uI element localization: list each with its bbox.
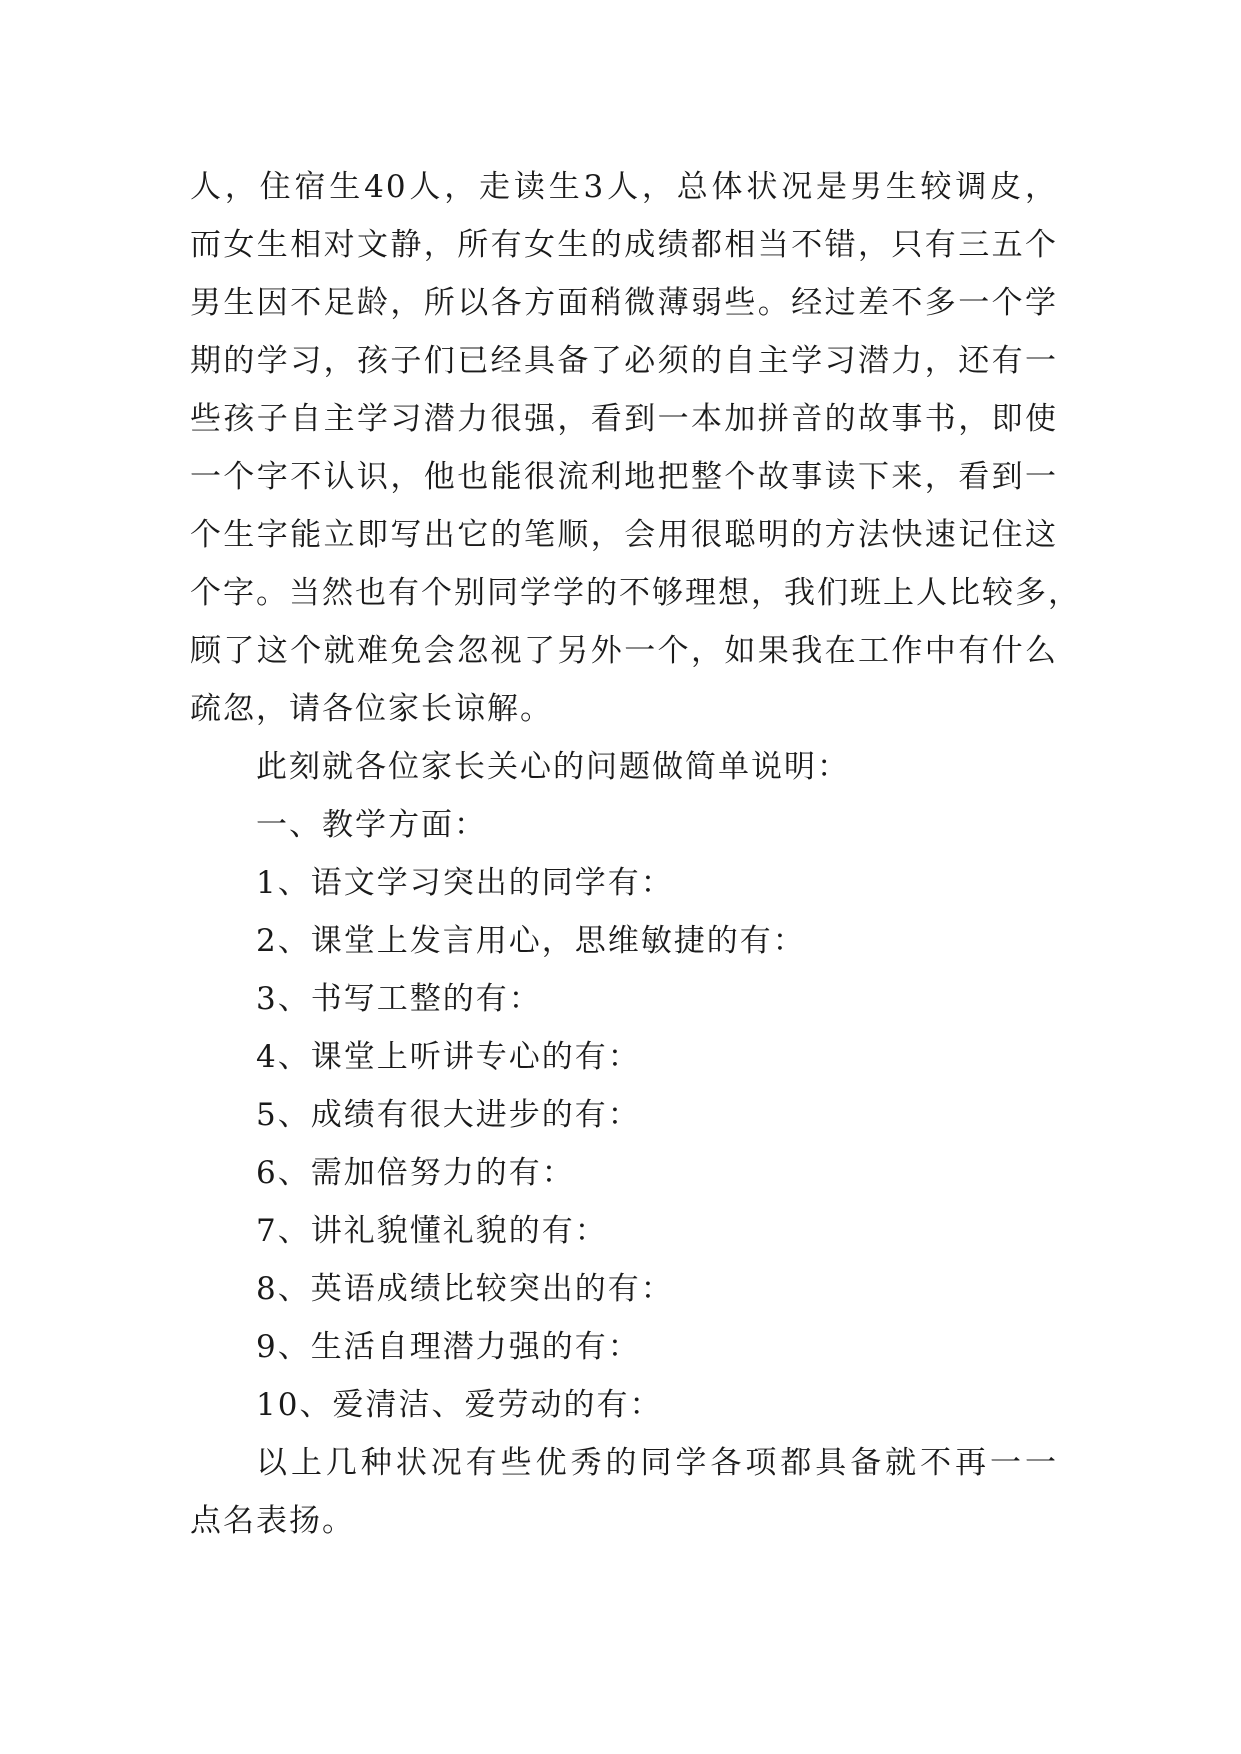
text-line: 而女生相对文静，所有女生的成绩都相当不错，只有三五个 — [190, 227, 1058, 263]
text-line: 些孩子自主学习潜力很强，看到一本加拼音的故事书，即使 — [190, 401, 1058, 437]
list-item: 10、爱清洁、爱劳动的有： — [256, 1387, 663, 1423]
text-line: 疏忽，请各位家长谅解。 — [190, 691, 553, 727]
list-item: 1、语文学习突出的同学有： — [256, 865, 674, 901]
text-line: 男生因不足龄，所以各方面稍微薄弱些。经过差不多一个学 — [190, 285, 1058, 321]
list-item: 7、讲礼貌懂礼貌的有： — [256, 1213, 608, 1249]
text-line: 个生字能立即写出它的笔顺，会用很聪明的方法快速记住这 — [190, 517, 1058, 553]
closing-paragraph — [190, 1434, 1058, 1550]
section-heading: 一、教学方面： — [256, 807, 487, 843]
text-line: 顾了这个就难免会忽视了另外一个，如果我在工作中有什么 — [190, 633, 1058, 669]
list-item: 8、英语成绩比较突出的有： — [256, 1271, 674, 1307]
list-item: 6、需加倍努力的有： — [256, 1155, 575, 1191]
intro-paragraph: 此刻就各位家长关心的问题做简单说明： — [256, 749, 850, 785]
text-line: 个字。当然也有个别同学学的不够理想，我们班上人比较多， — [190, 575, 1081, 611]
list-item: 5、成绩有很大进步的有： — [256, 1097, 641, 1133]
paragraph-class-overview — [190, 158, 1081, 738]
list-item: 3、书写工整的有： — [256, 981, 542, 1017]
list-item: 9、生活自理潜力强的有： — [256, 1329, 641, 1365]
document-body — [190, 158, 1081, 1550]
text-line: 人，住宿生40人，走读生3人，总体状况是男生较调皮， — [190, 169, 1058, 205]
list-item: 2、课堂上发言用心，思维敏捷的有： — [256, 923, 806, 959]
text-line: 一个字不认识，他也能很流利地把整个故事读下来，看到一 — [190, 459, 1058, 495]
text-line: 点名表扬。 — [190, 1503, 355, 1539]
list-item: 4、课堂上听讲专心的有： — [256, 1039, 641, 1075]
text-line: 期的学习，孩子们已经具备了必须的自主学习潜力，还有一 — [190, 343, 1058, 379]
text-line: 以上几种状况有些优秀的同学各项都具备就不再一一 — [256, 1445, 1058, 1481]
